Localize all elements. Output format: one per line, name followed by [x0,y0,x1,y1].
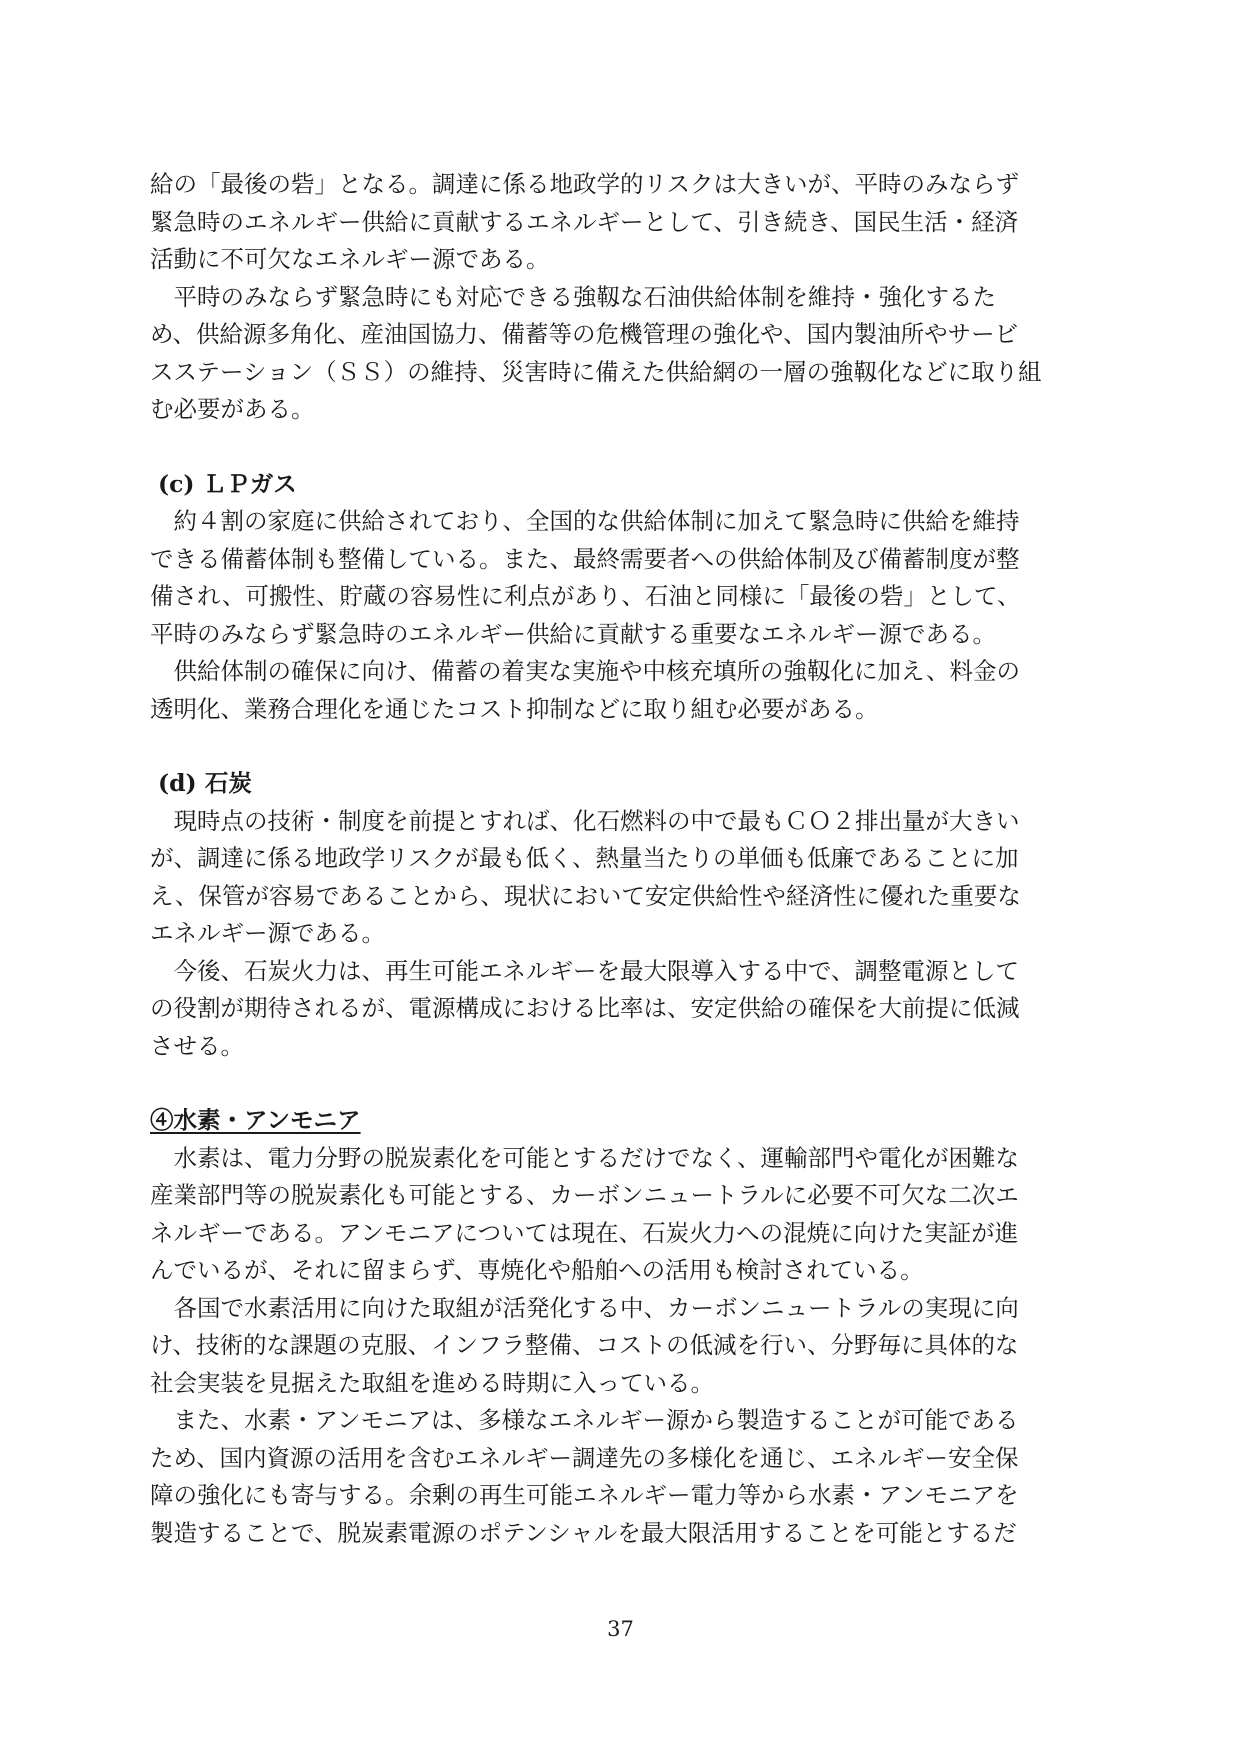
section-lp-gas [150,466,1080,729]
spacer [150,429,1080,466]
text-line: 活動に不可欠なエネルギー源である。 [150,245,550,273]
page-body [150,166,1080,1552]
text-line: させる。 [150,1031,244,1060]
text-line: 産業部門等の脱炭素化も可能とする、カーボンニュートラルに必要不可欠な二次エ [150,1181,1019,1209]
intro-paragraphs [150,166,1080,429]
text-line: んでいるが、それに留まらず、専焼化や船舶への活用も検討されている。 [150,1256,924,1284]
text-line: け、技術的な課題の克服、インフラ整備、コストの低減を行い、分野毎に具体的な [150,1331,1019,1359]
text-line: 障の強化にも寄与する。余剰の再生可能エネルギー電力等から水素・アンモニアを [150,1481,1019,1509]
text-line: 平時のみならず緊急時のエネルギー供給に貢献する重要なエネルギー源である。 [150,619,996,648]
text-line: む必要がある。 [150,395,315,423]
text-line: 約４割の家庭に供給されており、全国的な供給体制に加えて緊急時に供給を維持 [150,507,1020,535]
text-line: の役割が期待されるが、電源構成における比率は、安定供給の確保を大前提に低減 [150,994,1020,1022]
text-line: 社会実装を見据えた取組を進める時期に入っている。 [150,1368,714,1397]
text-line: え、保管が容易であることから、現状において安定供給性や経済性に優れた重要な [150,881,1021,910]
text-line: め、供給源多角化、産油国協力、備蓄等の危機管理の強化や、国内製油所やサービ [150,320,1019,348]
page-number: 37 [607,1617,634,1641]
text-line: 備され、可搬性、貯蔵の容易性に利点があり、石油と同様に「最後の砦」として、 [150,582,1021,610]
text-line: 供給体制の確保に向け、備蓄の着実な実施や中核充填所の強靱化に加え、料金の [150,657,1020,685]
section-coal [150,765,1080,1065]
spacer [150,1065,1080,1102]
text-line: 現時点の技術・制度を前提とすれば、化石燃料の中で最もＣＯ２排出量が大きい [150,806,1020,835]
text-line: 給の「最後の砦」となる。調達に係る地政学的リスクは大きいが、平時のみならず [150,170,1020,198]
text-line: 透明化、業務合理化を通じたコスト抑制などに取り組む必要がある。 [150,694,879,723]
text-line: 平時のみならず緊急時にも対応できる強靱な石油供給体制を維持・強化するた [150,282,996,311]
text-line: できる備蓄体制も整備している。また、最終需要者への供給体制及び備蓄制度が整 [150,544,1020,573]
section-heading: (c) ＬＰガス [158,469,297,498]
text-line: 製造することで、脱炭素電源のポテンシャルを最大限活用することを可能とするだ [150,1518,1017,1547]
text-line: エネルギー源である。 [150,919,385,947]
text-line: スステーション（ＳＳ）の維持、災害時に備えた供給網の一層の強靱化などに取り組 [150,357,1042,386]
section-hydrogen-ammonia [150,1102,1080,1552]
text-line: ネルギーである。アンモニアについては現在、石炭火力への混焼に向けた実証が進 [150,1218,1019,1247]
text-line: が、調達に係る地政学リスクが最も低く、熱量当たりの単価も低廉であることに加 [150,844,1019,872]
section-heading: (d) 石炭 [158,769,252,797]
text-line: 各国で水素活用に向けた取組が活発化する中、カーボンニュートラルの実現に向 [150,1293,1019,1322]
text-line: また、水素・アンモニアは、多様なエネルギー源から製造することが可能である [150,1406,1019,1434]
text-line: 緊急時のエネルギー供給に貢献するエネルギーとして、引き続き、国民生活・経済 [150,207,1019,236]
text-line: 今後、石炭火力は、再生可能エネルギーを最大限導入する中で、調整電源として [150,956,1020,985]
section-heading: ④水素・アンモニア [150,1106,361,1134]
spacer [150,728,1080,765]
text-line: 水素は、電力分野の脱炭素化を可能とするだけでなく、運輸部門や電化が困難な [150,1143,1020,1172]
text-line: ため、国内資源の活用を含むエネルギー調達先の多様化を通じ、エネルギー安全保 [150,1443,1019,1472]
